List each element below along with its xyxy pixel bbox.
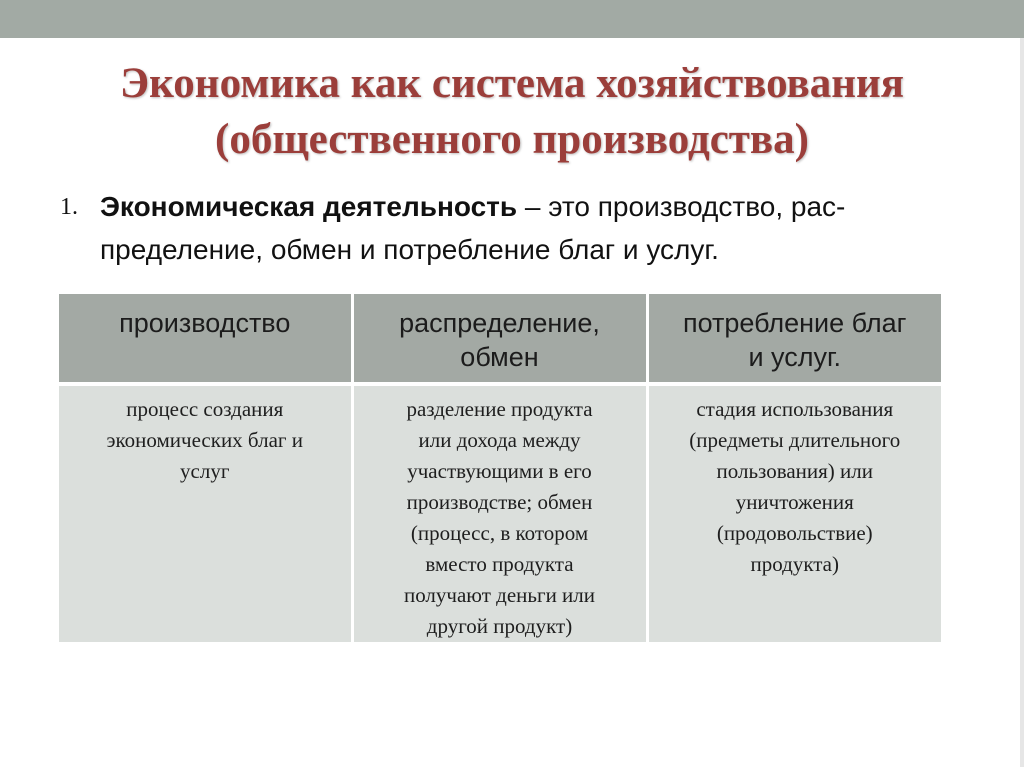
- cell-line: производстве; обмен: [406, 490, 593, 514]
- cell-line: (предметы длительного: [689, 428, 901, 452]
- cell-line: процесс создания: [126, 397, 284, 421]
- cell-line: уничтожения: [735, 490, 854, 514]
- header-distribution-exchange: [352, 294, 647, 384]
- cell-distribution-description: [352, 384, 647, 642]
- header-line: обмен: [460, 342, 539, 372]
- header-line: распределение,: [399, 308, 600, 338]
- cell-production-description: [59, 384, 352, 642]
- top-decorative-bar: [0, 0, 1024, 38]
- definition-line-1: [100, 186, 960, 229]
- cell-line: пользования) или: [716, 459, 873, 483]
- cell-line: получают деньги или: [403, 583, 596, 607]
- cell-line: участвующими в его: [407, 459, 592, 483]
- slide-title-line-1: Экономика как система хозяйствования: [119, 60, 905, 107]
- cell-line: стадия использования: [696, 397, 894, 421]
- economic-stages-table: [59, 294, 941, 642]
- header-line: и услуг.: [748, 342, 842, 372]
- definition-body-start: – это производство, рас-: [517, 191, 846, 222]
- definition-term: Экономическая деятельность: [100, 191, 518, 222]
- slide-title: [0, 56, 1024, 168]
- cell-line: вместо продукта: [425, 552, 574, 576]
- list-number: 1.: [60, 194, 78, 220]
- cell-line: услуг: [180, 459, 230, 483]
- table-header-row: [59, 294, 941, 384]
- cell-line: (продовольствие): [716, 521, 873, 545]
- header-consumption: [647, 294, 941, 384]
- cell-line: экономических благ и: [106, 428, 303, 452]
- cell-line: или дохода между: [418, 428, 581, 452]
- cell-line: продукта): [750, 552, 839, 576]
- slide-title-line-2: (общественного производства): [215, 116, 809, 163]
- cell-line: другой продукт): [426, 614, 573, 638]
- definition-text: [100, 186, 960, 271]
- header-production: [59, 294, 352, 384]
- table-row: [59, 384, 941, 642]
- header-line: производство: [119, 308, 291, 338]
- header-line: потребление благ: [682, 308, 907, 338]
- cell-consumption-description: [647, 384, 941, 642]
- cell-line: разделение продукта: [406, 397, 593, 421]
- cell-line: (процесс, в котором: [410, 521, 589, 545]
- definition-line-2: пределение, обмен и потребление благ и услуг.: [100, 234, 719, 265]
